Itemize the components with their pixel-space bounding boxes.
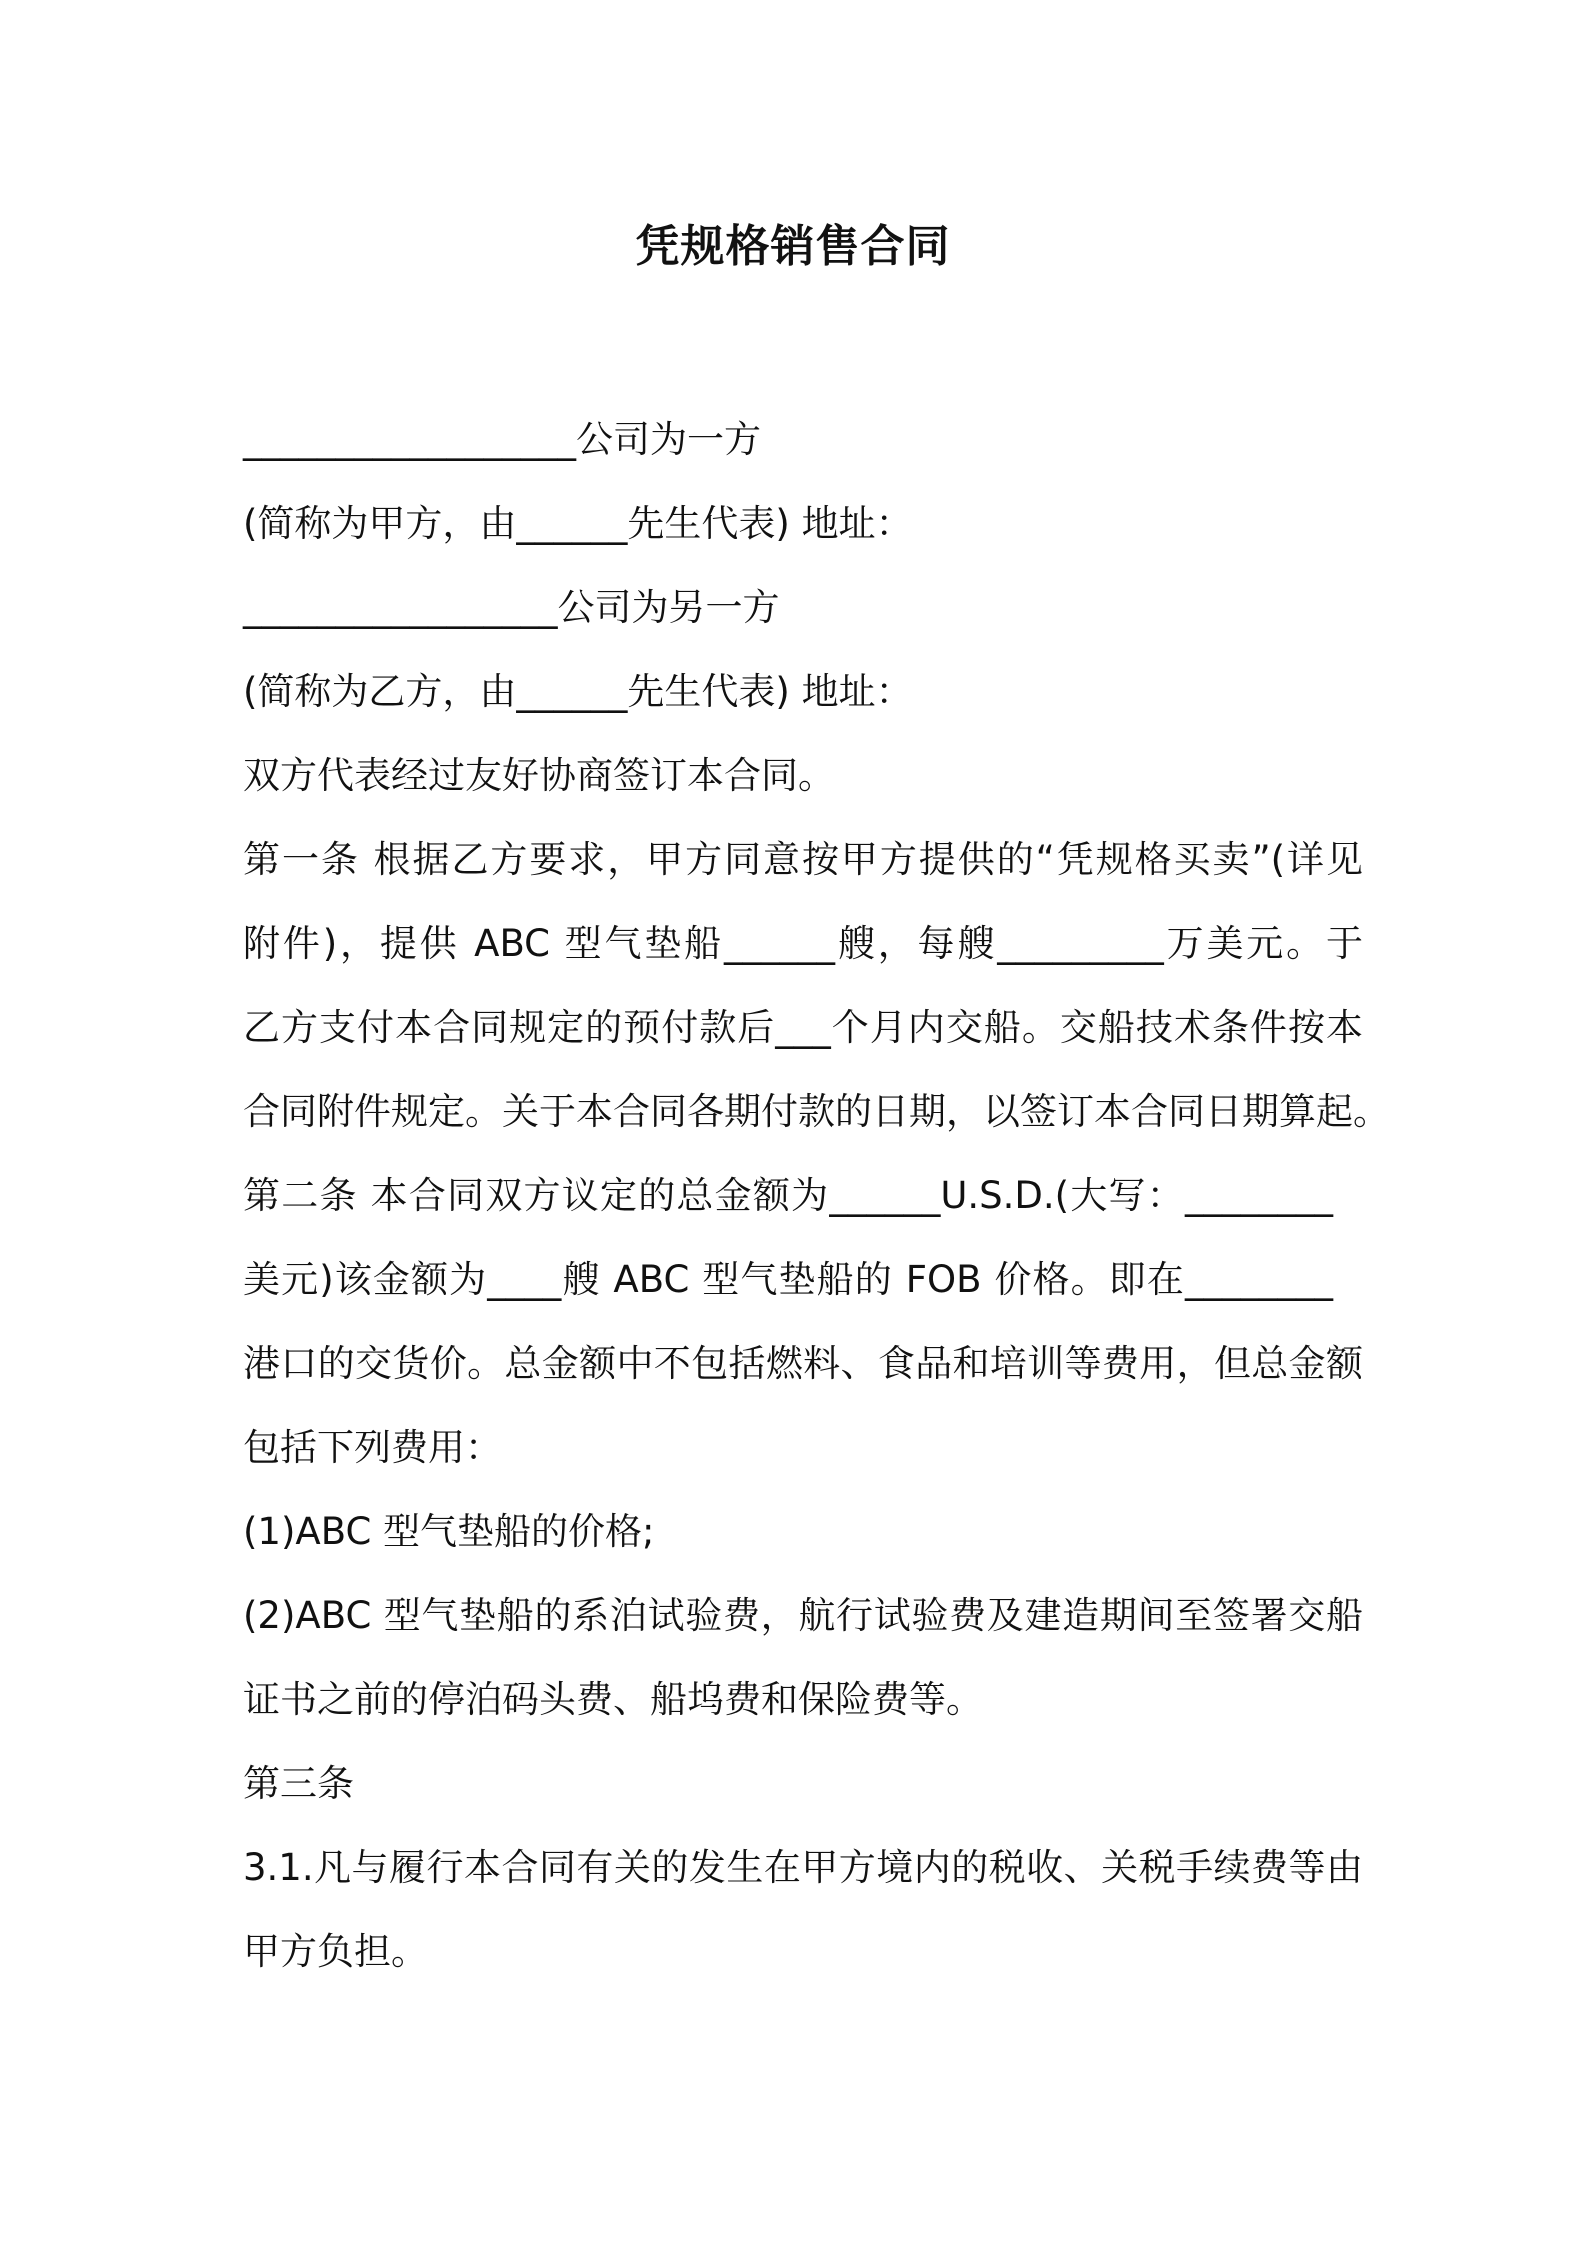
- article-2-line-1: 第二条 本合同双方议定的总金额为______U.S.D.(大写：________: [243, 1174, 1333, 1217]
- party-a-representative-line: (简称为甲方，由______先生代表) 地址：: [243, 502, 913, 545]
- party-b-representative-line: (简称为乙方，由______先生代表) 地址：: [243, 670, 913, 713]
- fee-item-1: (1)ABC 型气垫船的价格;: [243, 1510, 655, 1553]
- document-title: 凭规格销售合同: [635, 221, 951, 272]
- fee-item-2-line-1: (2)ABC 型气垫船的系泊试验费，航行试验费及建造期间至签署交船: [243, 1594, 1363, 1637]
- article-1-line-4: 合同附件规定。关于本合同各期付款的日期，以签订本合同日期算起。: [243, 1090, 1390, 1133]
- article-1-line-1: 第一条 根据乙方要求，甲方同意按甲方提供的“凭规格买卖”(详见: [243, 838, 1363, 881]
- article-1-line-3: 乙方支付本合同规定的预付款后___个月内交船。交船技术条件按本: [243, 1006, 1363, 1049]
- party-b-company-line: _________________公司为另一方: [243, 586, 780, 629]
- party-a-company-line: __________________公司为一方: [243, 418, 761, 461]
- article-2-line-3: 港口的交货价。总金额中不包括燃料、食品和培训等费用，但总金额: [243, 1342, 1363, 1385]
- article-3-heading: 第三条: [243, 1762, 354, 1805]
- article-2-line-4: 包括下列费用：: [243, 1426, 502, 1469]
- article-3-clause-1-line-2: 甲方负担。: [243, 1930, 428, 1973]
- fee-item-2-line-2: 证书之前的停泊码头费、船坞费和保险费等。: [243, 1678, 983, 1721]
- article-2-line-2: 美元)该金额为____艘 ABC 型气垫船的 FOB 价格。即在________: [243, 1258, 1333, 1301]
- article-1-line-2: 附件)，提供 ABC 型气垫船______艘，每艘_________万美元。于: [243, 922, 1363, 965]
- article-3-clause-1-line-1: 3.1.凡与履行本合同有关的发生在甲方境内的税收、关税手续费等由: [243, 1846, 1363, 1889]
- agreement-statement: 双方代表经过友好协商签订本合同。: [243, 754, 835, 797]
